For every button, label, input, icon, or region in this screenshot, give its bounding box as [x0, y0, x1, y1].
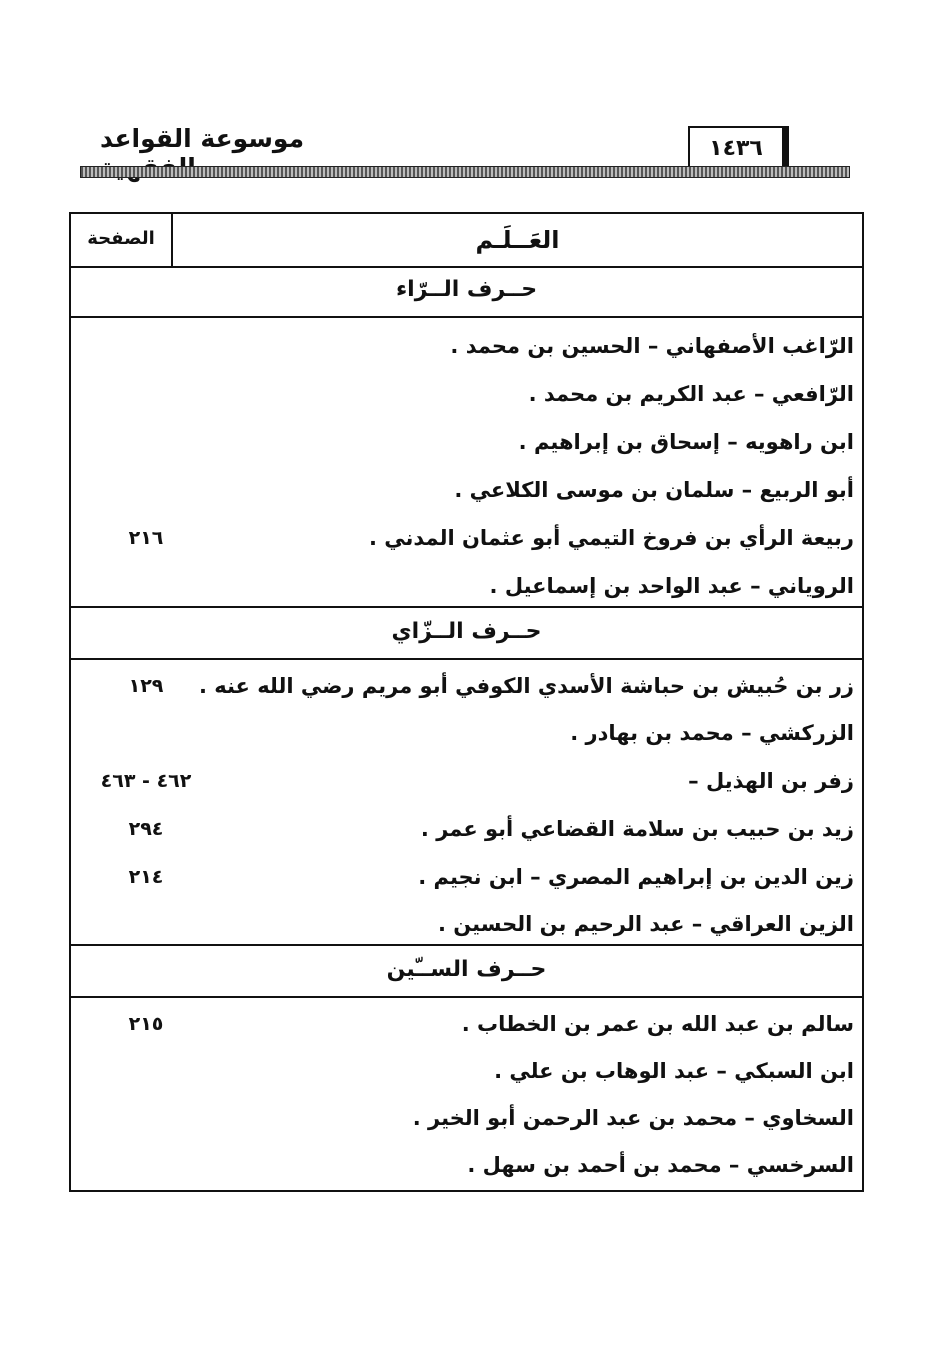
entry-name: ربيعة الرأي بن فروخ التيمي أبو عثمان المدني .: [368, 526, 854, 550]
entry-page: ٢٩٤: [128, 818, 164, 840]
table-row: [71, 322, 862, 370]
table-row: [71, 418, 862, 466]
table-row: [71, 466, 862, 514]
table-row: [71, 1047, 862, 1095]
index-table: [69, 212, 864, 1192]
entry-name: سالم بن عبد الله بن عمر بن الخطاب .: [461, 1012, 854, 1036]
entry-page: [91, 900, 201, 948]
entry-name: السخاوي – محمد بن عبد الرحمن أبو الخير .: [412, 1106, 854, 1130]
entry-page: ١٢٩: [128, 675, 164, 697]
entry-name: ابن السبكي – عبد الوهاب بن علي .: [494, 1059, 854, 1083]
table-row: [71, 757, 862, 805]
entry-name: زفر بن الهذيل –: [688, 769, 854, 793]
entry-page: [91, 370, 201, 418]
entry-name: الروياني – عبد الواحد بن إسماعيل .: [489, 574, 854, 598]
section-heading-sin: حــرف الســّين: [71, 944, 862, 998]
table-header: [71, 214, 862, 268]
entry-name: الرّافعي – عبد الكريم بن محمد .: [528, 382, 854, 406]
entry-page: [91, 322, 201, 370]
entry-name: السرخسي – محمد بن أحمد بن سهل .: [467, 1153, 854, 1177]
table-row: [71, 562, 862, 610]
table-row: [71, 1141, 862, 1189]
entry-name: ابن راهويه – إسحاق بن إبراهيم .: [518, 430, 854, 454]
header-rule: [80, 166, 850, 178]
entry-page: [91, 1094, 201, 1142]
entry-name: زيد بن حبيب بن سلامة القضاعي أبو عمر .: [420, 817, 854, 841]
entry-name: الزين العراقي – عبد الرحيم بن الحسين .: [438, 912, 854, 936]
entry-page: [91, 562, 201, 610]
entry-name: زين الدين بن إبراهيم المصري – ابن نجيم .: [418, 865, 854, 889]
table-row: [71, 900, 862, 948]
entry-page: [91, 418, 201, 466]
table-row: [71, 514, 862, 562]
entry-page: [91, 466, 201, 514]
section-heading-zay: حــرف الــزّاي: [71, 606, 862, 660]
table-row: [71, 1094, 862, 1142]
table-row: [71, 662, 862, 710]
entry-page: ٤٦٢ - ٤٦٣: [100, 770, 192, 792]
entry-name: زر بن حُبيش بن حباشة الأسدي الكوفي أبو مريم رضي الله عنه .: [198, 674, 854, 698]
column-header-name: العَــلَـم: [475, 226, 560, 254]
entry-name: الرّاغب الأصفهاني – الحسين بن محمد .: [450, 334, 854, 358]
table-row: [71, 370, 862, 418]
table-row: [71, 709, 862, 757]
entry-page: [91, 1047, 201, 1095]
table-row: [71, 853, 862, 901]
entry-page: ٢١٤: [128, 866, 164, 888]
section-heading-ra: حــرف الــرّاء: [71, 266, 862, 318]
running-header-title: موسوعة القواعد: [100, 124, 305, 153]
entry-page: [91, 1141, 201, 1189]
entry-name: أبو الربيع – سلمان بن موسى الكلاعي .: [454, 478, 854, 502]
entry-page: [91, 709, 201, 757]
table-row: [71, 805, 862, 853]
table-row: [71, 1000, 862, 1048]
entry-page: ٢١٥: [128, 1013, 164, 1035]
entry-name: الزركشي – محمد بن بهادر .: [570, 721, 854, 745]
entry-page: ٢١٦: [128, 527, 164, 549]
page-number-box: ١٤٣٦: [688, 126, 789, 172]
column-header-page: الصفحة: [71, 214, 173, 266]
